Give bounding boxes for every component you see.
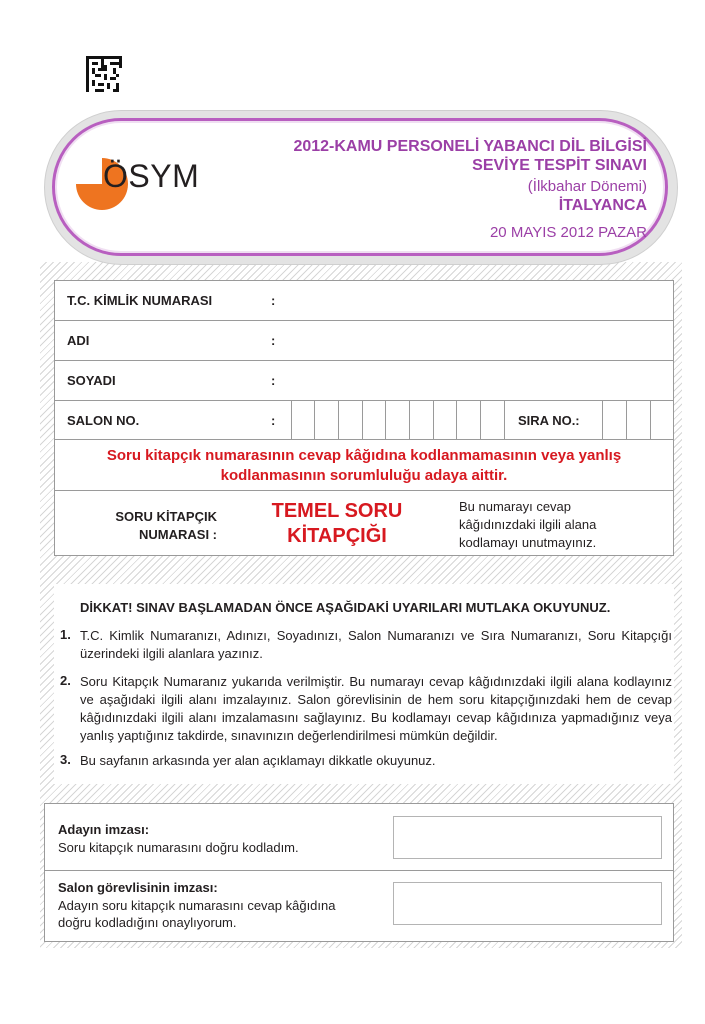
exam-language: İTALYANCA — [558, 197, 647, 214]
booklet-note-line3: kodlamayı unutmayınız. — [459, 535, 597, 550]
exam-term: (İlkbahar Dönemi) — [527, 178, 647, 195]
booklet-value-line2: KİTAPÇIĞI — [287, 525, 387, 547]
salon-label: SALON NO. — [67, 413, 140, 428]
booklet-value-line1: TEMEL SORU — [271, 500, 403, 522]
name-label: ADI — [67, 333, 90, 348]
seat-number-field[interactable] — [602, 401, 672, 438]
proctor-signature-title: Salon görevlisinin imzası: — [58, 880, 218, 895]
proctor-signature-text-line1: Adayın soru kitapçık numarasını cevap kâğıdına — [58, 898, 336, 913]
tc-number-label: T.C. KİMLİK NUMARASI — [67, 293, 213, 308]
booklet-note-line2: kâğıdınızdaki ilgili alana — [459, 517, 597, 532]
seat-cell-divider — [650, 400, 651, 439]
candidate-signature-field[interactable] — [393, 816, 662, 859]
name-field[interactable] — [282, 322, 672, 359]
tc-number-field[interactable] — [282, 282, 672, 319]
surname-label: SOYADI — [67, 373, 116, 388]
instruction-text: Bu sayfanın arkasında yer alan açıklamayı dikkatle okuyunuz. — [80, 753, 436, 768]
salon-cell-divider — [409, 400, 410, 439]
proctor-signature-field[interactable] — [393, 882, 662, 925]
exam-date: 20 MAYIS 2012 PAZAR — [489, 224, 647, 241]
salon-cell-divider — [338, 400, 339, 439]
salon-cell-divider — [385, 400, 386, 439]
booklet-note — [459, 498, 639, 552]
booklet-note-line1: Bu numarayı cevap — [459, 499, 572, 514]
exam-title-line1: 2012-KAMU PERSONELİ YABANCI DİL BİLGİSİ — [293, 138, 647, 155]
salon-cell-divider — [362, 400, 363, 439]
seat-cell-divider — [602, 400, 603, 439]
instruction-number: 1. — [60, 627, 71, 642]
instruction-text: T.C. Kimlik Numaranızı, Adınızı, Soyadınızı, Salon Numaranızı ve Sıra Numaranızı, Soru Kitapçığı üzerindeki ilgili alanlara yazınız. — [80, 628, 672, 661]
coding-warning — [54, 446, 674, 486]
qr-code-icon — [86, 56, 122, 92]
candidate-signature-text: Soru kitapçık numarasını doğru kodladım. — [58, 840, 299, 855]
salon-cell-divider — [291, 400, 292, 439]
tc-number-colon: : — [271, 293, 276, 308]
instruction-text: Soru Kitapçık Numaranız yukarıda verilmiştir. Bu numarayı cevap kâğıdınızdaki ilgili alana kodlayınız ve aşağıdaki ilgili alanı imzalayınız. Salon görevlisinin de hem soru kitapçığınızdaki hem de cevap kâğıdınızdaki ilgili alanı imzalamasını sağlayınız. Bu kodlamayı cevap kâğıdınıza yapmadığınız veya yanlış yaptığınız takdirde, sınavınızın değerlendirilmesi mümkün değildir. — [80, 674, 672, 743]
divider — [44, 870, 674, 871]
salon-cell-divider — [480, 400, 481, 439]
proctor-signature-text-line2: doğru kodladığını onaylıyorum. — [58, 915, 237, 930]
salon-cell-divider — [456, 400, 457, 439]
salon-cell-divider — [433, 400, 434, 439]
divider — [54, 490, 674, 491]
instruction-number: 3. — [60, 752, 71, 767]
divider — [54, 439, 674, 440]
coding-warning-line2: kodlanmasının sorumluluğu adaya aittir. — [220, 467, 508, 484]
salon-cell-divider — [504, 400, 505, 439]
surname-field[interactable] — [282, 362, 672, 399]
salon-colon: : — [271, 413, 276, 428]
osym-logo-cutout — [76, 158, 102, 184]
instructions-title: DİKKAT! SINAV BAŞLAMADAN ÖNCE AŞAĞIDAKİ UYARILARI MUTLAKA OKUYUNUZ. — [80, 600, 611, 615]
candidate-signature-title: Adayın imzası: — [58, 822, 150, 837]
booklet-label-line2: NUMARASI : — [139, 527, 217, 542]
salon-number-field[interactable] — [291, 401, 504, 438]
coding-warning-line1: Soru kitapçık numarasının cevap kâğıdına kodlanmamasının veya yanlış — [106, 447, 622, 464]
exam-title-line2: SEVİYE TESPİT SINAVI — [472, 157, 647, 174]
osym-logo-text: ÖSYM — [103, 158, 200, 194]
instruction-number: 2. — [60, 673, 71, 688]
divider — [54, 320, 674, 321]
booklet-label-line1: SORU KİTAPÇIK — [115, 509, 217, 524]
seat-label: SIRA NO.: — [518, 413, 580, 428]
divider — [54, 360, 674, 361]
surname-colon: : — [271, 373, 276, 388]
name-colon: : — [271, 333, 276, 348]
seat-cell-divider — [626, 400, 627, 439]
salon-cell-divider — [314, 400, 315, 439]
